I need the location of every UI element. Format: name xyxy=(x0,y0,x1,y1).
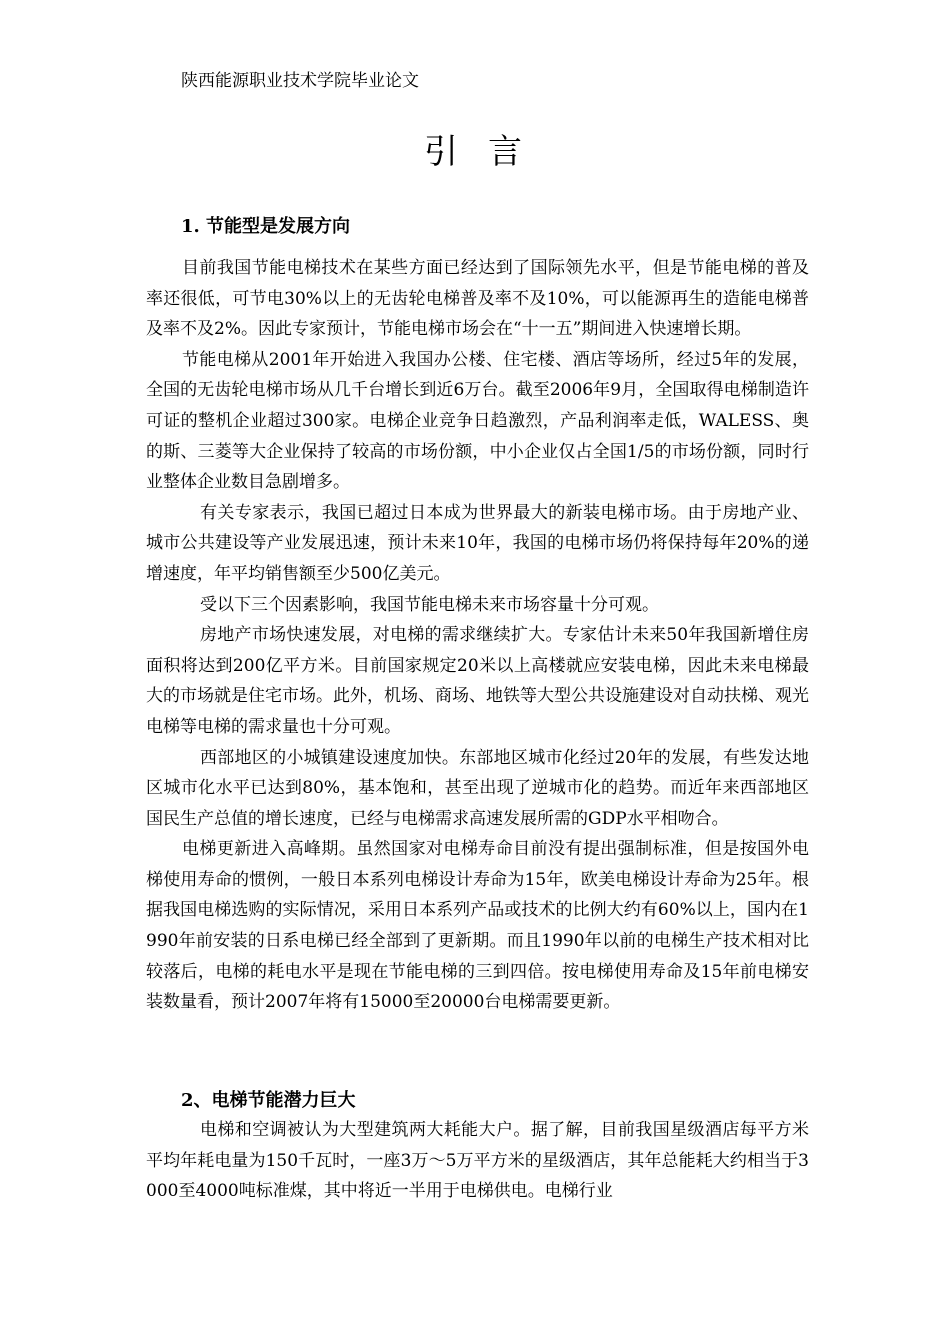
page-title: 引言 xyxy=(424,132,552,172)
paragraph-6: 西部地区的小城镇建设速度加快。东部地区城市化经过20年的发展，有些发达地区城市化水平已达到80%，基本饱和，甚至出现了逆城市化的趋势。而近年来西部地区国民生产总值的增长速度，已经与电梯需求高速发展所需的GDP水平相吻合。 xyxy=(146,747,809,829)
section-2-body xyxy=(146,1115,809,1207)
section-heading-1: 1. 节能型是发展方向 xyxy=(181,216,351,237)
section-1-body xyxy=(146,253,809,1018)
paragraph-3: 有关专家表示，我国已超过日本成为世界最大的新装电梯市场。由于房地产业、城市公共建设等产业发展迅速，预计未来10年，我国的电梯市场仍将保持每年20%的递增速度，年平均销售额至少500亿美元。 xyxy=(146,502,809,584)
section-heading-2: 2、电梯节能潜力巨大 xyxy=(181,1090,356,1111)
paragraph-4: 受以下三个因素影响，我国节能电梯未来市场容量十分可观。 xyxy=(200,594,659,615)
paragraph-1: 目前我国节能电梯技术在某些方面已经达到了国际领先水平，但是节能电梯的普及率还很低，可节电30%以上的无齿轮电梯普及率不及10%，可以能源再生的造能电梯普及率不及2%。因此专家预计，节能电梯市场会在“十一五”期间进入快速增长期。 xyxy=(146,258,809,340)
paragraph-8: 电梯和空调被认为大型建筑两大耗能大户。据了解，目前我国星级酒店每平方米平均年耗电量为150千瓦时，一座3万～5万平方米的星级酒店，其年总能耗大约相当于3000至4000吨标准煤，其中将近一半用于电梯供电。电梯行业 xyxy=(146,1120,809,1202)
paragraph-5: 房地产市场快速发展，对电梯的需求继续扩大。专家估计未来50年我国新增住房面积将达到200亿平方米。目前国家规定20米以上高楼就应安装电梯，因此未来电梯最大的市场就是住宅市场。此外，机场、商场、地铁等大型公共设施建设对自动扶梯、观光电梯等电梯的需求量也十分可观。 xyxy=(146,625,809,737)
paragraph-2: 节能电梯从2001年开始进入我国办公楼、住宅楼、酒店等场所，经过5年的发展，全国的无齿轮电梯市场从几千台增长到近6万台。截至2006年9月，全国取得电梯制造许可证的整机企业超过300家。电梯企业竞争日趋激烈，产品利润率走低，WALESS、奥的斯、三菱等大企业保持了较高的市场份额，中小企业仅占全国1/5的市场份额，同时行业整体企业数目急剧增多。 xyxy=(146,349,809,493)
running-header: 陕西能源职业技术学院毕业论文 xyxy=(181,71,419,91)
paragraph-7: 电梯更新进入高峰期。虽然国家对电梯寿命目前没有提出强制标准，但是按国外电梯使用寿命的惯例，一般日本系列电梯设计寿命为15年，欧美电梯设计寿命为25年。根据我国电梯选购的实际情况，采用日本系列产品或技术的比例大约有60%以上，国内在1990年前安装的日系电梯已经全部到了更新期。而且1990年以前的电梯生产技术相对比较落后，电梯的耗电水平是现在节能电梯的三到四倍。按电梯使用寿命及15年前电梯安装数量看，预计2007年将有15000至20000台电梯需要更新。 xyxy=(146,839,809,1013)
